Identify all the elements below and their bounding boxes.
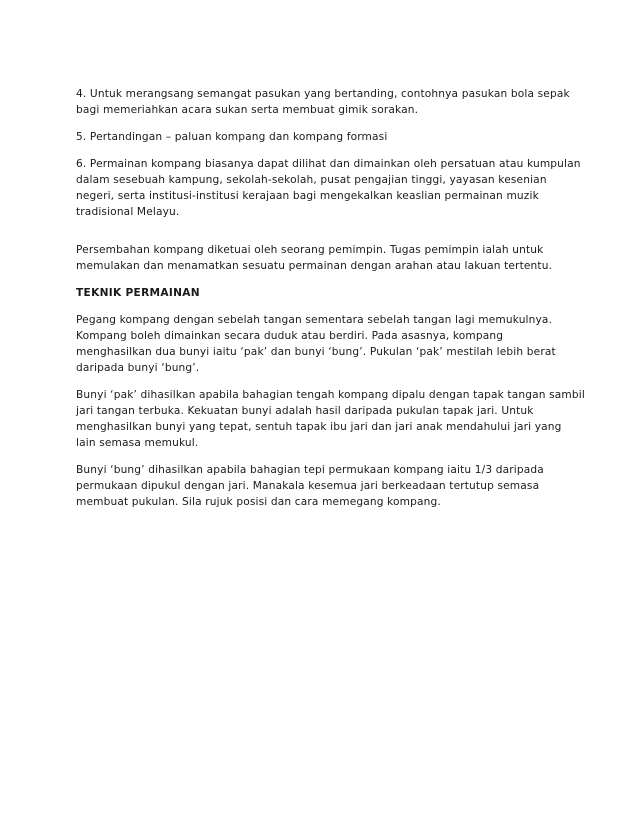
text-line: 6. Permainan kompang biasanya dapat dilihat dan dimainkan oleh persatuan atau kumpulan [76, 158, 581, 170]
text-line: permukaan dipukul dengan jari. Manakala kesemua jari berkeadaan tertutup semasa [76, 480, 540, 492]
paragraph-point-4 [76, 86, 570, 118]
text-line: negeri, serta institusi-institusi kerajaan bagi mengekalkan keaslian permainan muzik [76, 190, 539, 202]
text-line: Bunyi ‘bung’ dihasilkan apabila bahagian tepi permukaan kompang iaitu 1/3 daripada [76, 464, 544, 476]
text-line: lain semasa memukul. [76, 437, 199, 449]
text-line: tradisional Melayu. [76, 206, 180, 218]
text-line: Bunyi ‘pak’ dihasilkan apabila bahagian tengah kompang dipalu dengan tapak tangan sambil [76, 389, 585, 401]
section-heading: TEKNIK PERMAINAN [76, 287, 200, 299]
text-line: memulakan dan menamatkan sesuatu permainan dengan arahan atau lakuan tertentu. [76, 260, 553, 272]
text-line: 4. Untuk merangsang semangat pasukan yang bertanding, contohnya pasukan bola sepak [76, 88, 570, 100]
text-line: dalam sesebuah kampung, sekolah-sekolah, pusat pengajian tinggi, yayasan kesenian [76, 174, 547, 186]
text-line: 5. Pertandingan – paluan kompang dan kompang formasi [76, 131, 388, 143]
paragraph-technique-1 [76, 312, 570, 376]
text-line: membuat pukulan. Sila rujuk posisi dan cara memegang kompang. [76, 496, 441, 508]
text-line: Persembahan kompang diketuai oleh seorang pemimpin. Tugas pemimpin ialah untuk [76, 244, 544, 256]
text-line: bagi memeriahkan acara sukan serta membuat gimik sorakan. [76, 104, 419, 116]
text-line: Pegang kompang dengan sebelah tangan sementara sebelah tangan lagi memukulnya. [76, 314, 553, 326]
paragraph-point-5 [76, 129, 570, 145]
paragraph-leader [76, 242, 570, 274]
paragraph-technique-3 [76, 462, 570, 510]
text-line: jari tangan terbuka. Kekuatan bunyi adalah hasil daripada pukulan tapak jari. Untuk [76, 405, 534, 417]
paragraph-technique-2 [76, 387, 585, 451]
text-line: menghasilkan bunyi yang tepat, sentuh tapak ibu jari dan jari anak mendahului jari yang [76, 421, 562, 433]
paragraph-point-6 [76, 156, 581, 220]
text-line: menghasilkan dua bunyi iaitu ‘pak’ dan bunyi ‘bung’. Pukulan ‘pak’ mestilah lebih berat [76, 346, 556, 358]
document-page [76, 86, 585, 521]
text-line: Kompang boleh dimainkan secara duduk atau berdiri. Pada asasnya, kompang [76, 330, 504, 342]
text-line: daripada bunyi ‘bung’. [76, 362, 200, 374]
